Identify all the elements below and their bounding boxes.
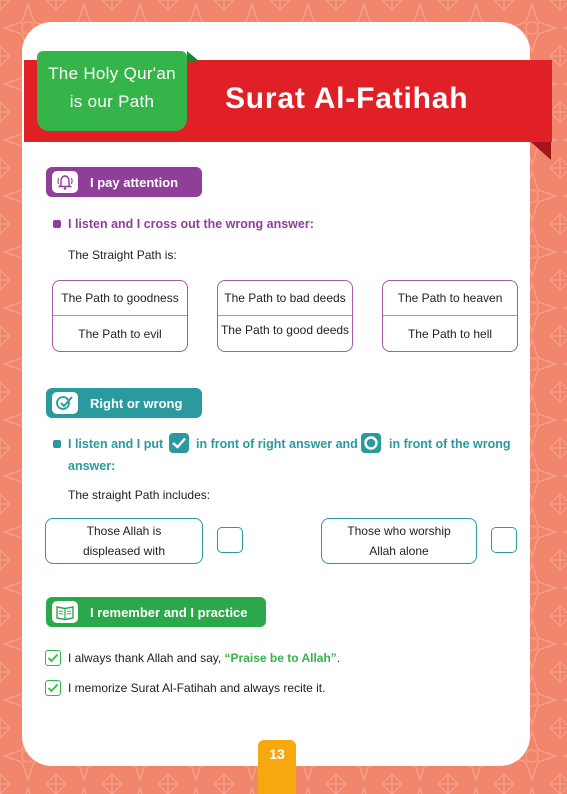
option-divider (218, 315, 352, 316)
option-choice[interactable]: The Path to hell (407, 327, 493, 341)
practice-text: I memorize Surat Al-Fatihah and always recite it. (68, 681, 326, 695)
option-box (382, 280, 518, 352)
option-divider (383, 315, 517, 316)
section-heading-label: I pay attention (90, 175, 179, 190)
instruction-text: in front of the wrong (389, 437, 511, 451)
option-choice[interactable]: The Path to good deeds (220, 323, 350, 337)
statement-line: Allah alone (369, 544, 429, 558)
check-icon (45, 680, 61, 696)
page-number: 13 (258, 740, 296, 794)
book-icon (52, 601, 78, 623)
instruction-text: I listen and I cross out the wrong answer: (68, 217, 314, 231)
circle-mark-icon (361, 433, 381, 453)
option-choice[interactable]: The Path to heaven (397, 291, 503, 305)
unit-tab-text (37, 60, 187, 116)
unit-tab-line1: The Holy Qur'an (48, 64, 176, 83)
statement-box (45, 518, 203, 564)
check-icon (45, 650, 61, 666)
checkmark-icon (169, 433, 189, 453)
statement-line: Those who worship (347, 524, 451, 538)
bullet-icon (53, 220, 61, 228)
section-heading-label: I remember and I practice (90, 605, 248, 620)
page-title: Surat Al-Fatihah (225, 82, 469, 115)
practice-item (68, 681, 325, 695)
answer-checkbox[interactable] (217, 527, 243, 553)
section-heading-label: Right or wrong (90, 396, 183, 411)
practice-text: I always thank Allah and say, (68, 651, 225, 665)
section-heading-right-wrong (46, 388, 202, 418)
instruction-text: in front of right answer and (196, 437, 358, 451)
instruction-text: answer: (68, 459, 116, 473)
option-choice[interactable]: The Path to evil (78, 327, 162, 341)
question-prompt: The straight Path includes: (68, 488, 211, 502)
tab-fold (187, 51, 199, 61)
section-heading-remember (46, 597, 266, 627)
option-box (52, 280, 188, 352)
option-choice[interactable]: The Path to goodness (61, 291, 179, 305)
question-prompt: The Straight Path is: (68, 248, 177, 262)
banner-fold (531, 142, 551, 160)
bullet-icon (53, 440, 61, 448)
statement-box (321, 518, 477, 564)
practice-text: . (336, 651, 341, 665)
option-divider (53, 315, 187, 316)
section-heading-attention (46, 167, 202, 197)
instruction-text: I listen and I put (68, 437, 164, 451)
practice-item (68, 651, 340, 665)
unit-tab-line2: is our Path (69, 92, 155, 111)
option-box (217, 280, 353, 352)
statement-line: Those Allah is (86, 524, 162, 538)
praise-highlight: “Praise be to Allah” (224, 651, 337, 665)
bell-icon (52, 171, 78, 193)
option-choice[interactable]: The Path to bad deeds (224, 291, 346, 305)
answer-checkbox[interactable] (491, 527, 517, 553)
check-circle-icon (52, 392, 78, 414)
statement-line: displeased with (82, 544, 166, 558)
